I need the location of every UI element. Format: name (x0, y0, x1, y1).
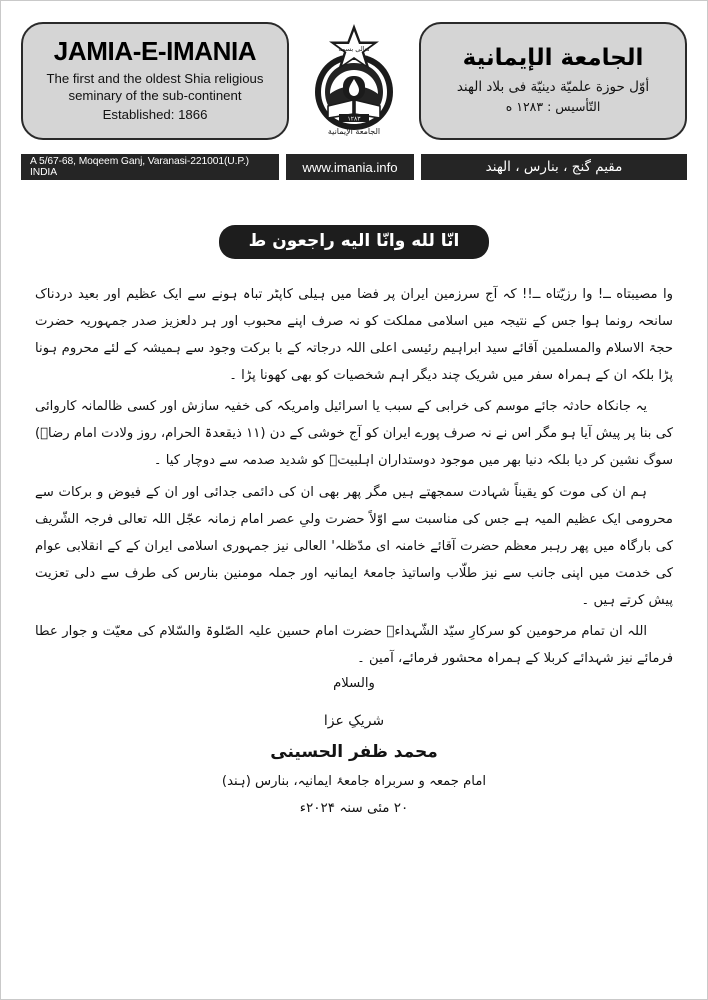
jamia-seal-icon (306, 23, 402, 139)
svg-text:١٢٨٣: ١٢٨٣ (347, 115, 361, 123)
body-paragraph: وا مصیبتاه ــ! وا رزیّتاه ــ!! کہ آج سرزمین ایران پر فضا میں ہیلی کاپٹر تباہ ہونے سے ایک عظیم اور بعید دردناک سانحہ رونما ہوا جس کے نتیجہ میں اسلامی مملکت کو نہ صرف اپنے محبوب اور ہر دلعزیز صدر جمہوریہ حضرت حجۃ الاسلام والمسلمین آقائے سید ابراہیم رئیسی اعلی اللہ درجاتہ کے با برکت وجود سے ہمیشہ کے لئے محروم ہونا پڑا بلکہ ان کے ہمراہ سفر میں شریک چند دیگر اہم شخصیات کو بھی کھونا پڑا ۔ (35, 287, 673, 384)
body-paragraph: ہم ان کی موت کو یقیناً شہادت سمجھتے ہیں مگر پھر بھی ان کی دائمی جدائی اور ان کے فیوض و برکات سے محرومی ایک عظیم المیہ ہے جس کی مناسبت سے اوّلاً حضرت ولیِ عصر امام زمانہ عجّل اللہ تعالى فرجہ الشّریف کی بارگاہ میں پھر رہبر معظم حضرت آقائے خامنہ ای مدّظلہ' العالی نیز جمہوری اسلامی ایران کے کے انقلابی عوام کی خدمت میں اپنی جانب سے نیز طلّاب واساتیذ جامعۂ ایمانیہ اور جملہ مومنین بنارس کی طرف سے دلی تعزیت پیش کرتے ہیں ۔ (35, 484, 673, 608)
institution-established-english: Established: 1866 (102, 107, 208, 123)
svg-text:تعالى بسمه: تعالى بسمه (338, 45, 370, 53)
address-english: A 5/67-68, Moqeem Ganj, Varanasi-221001(U.P.) INDIA (21, 154, 279, 180)
verse-banner-wrapper (21, 225, 687, 259)
body-paragraph: اللہ ان تمام مرحومین کو سرکارِ سیّد الشّہداءؑ حضرت امام حسین علیہ الصّلوۃ والسّلام کی معیّت و جوار عطا فرمائے نیز شہدائے کربلا کے ہمراہ محشور فرمائے، آمین ۔ (35, 623, 673, 666)
institution-tagline-arabic: أوّل حوزة علميّة دينيّة فى بلاد الهند (456, 78, 650, 95)
body-paragraph: یہ جانکاہ حادثہ جائے موسم کی خرابی کے سبب یا اسرائیل وامریکہ کی خفیہ سازش اور کسی ظالمانہ کاروائی کی بنا پر پیش آیا ہو مگر اس نے نہ صرف پورے ایران کو آج خوشی کے دن (۱۱ ذیقعدۃ الحرام، روز ولادت امام رضاؑ) سوگ نشین کر دیا بلکہ دنیا بھر میں موجود دوستداران اہلبیتؑ کو شدید صدمہ سے دوچار کیا ۔ (35, 399, 673, 469)
institution-tagline-line2: seminary of the sub-continent (68, 87, 242, 103)
institution-established-arabic: التّأسيس : ١٢٨٣ ه (505, 99, 601, 115)
address-urdu: مقیم گنج ، بنارس ، الهند (421, 154, 687, 180)
signature-date: ۲۰ مئی سنہ ۲۰۲۴ء (299, 800, 409, 817)
letterhead-english-box (21, 22, 289, 140)
institution-name-english: JAMIA-E-IMANIA (53, 36, 257, 67)
svg-text:الجامعة الإيمانية: الجامعة الإيمانية (327, 127, 381, 136)
letter-sheet (1, 1, 707, 999)
institution-tagline-line1: The first and the oldest Shia religious (46, 70, 264, 86)
website-link[interactable]: www.imania.info (286, 154, 414, 180)
signatory-name: محمد ظفر الحسینی (270, 741, 438, 762)
letter-closing: والسلام (333, 675, 375, 691)
letterhead-arabic-box (419, 22, 687, 140)
contact-bar (21, 154, 687, 180)
institution-name-arabic: الجامعة الإيمانية (462, 45, 644, 72)
signatory-role: امام جمعہ و سربراہ جامعۂ ایمانیہ، بنارس (ہند) (221, 773, 487, 789)
letter-body (21, 281, 687, 672)
signature-block (174, 707, 534, 822)
signature-sharik-e-aza: شریکِ عزا (323, 712, 385, 729)
letterhead (21, 19, 687, 143)
quranic-verse-banner: انّا لله وانّا اليه راجعون ط (219, 225, 490, 259)
